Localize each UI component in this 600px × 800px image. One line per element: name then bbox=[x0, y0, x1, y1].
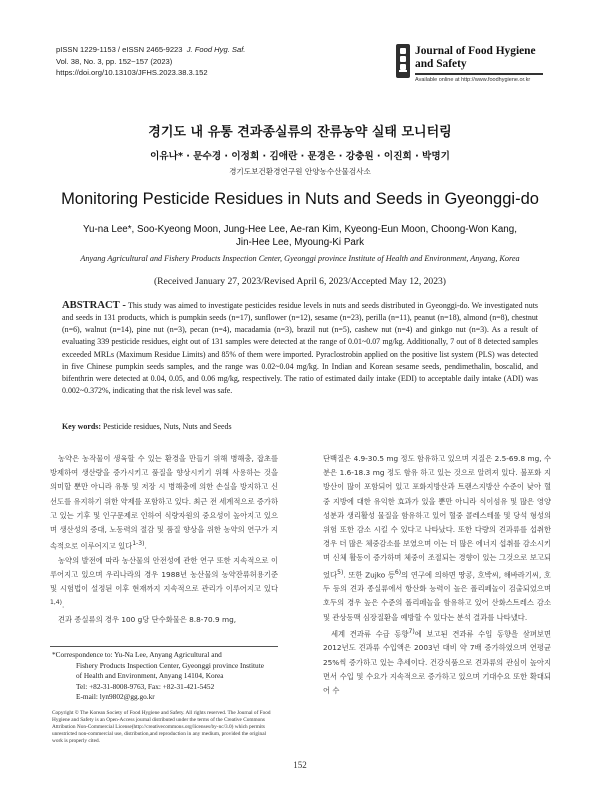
copyright-notice: Copyright © The Korean Society of Food Hygiene and Safety. All rights reserved. The Journal of Food Hygiene and Safety is an Open-Access journal distributed under the terms of the Creative Commons Attribution Non-Commercial License(http://creativecommons.org/licenses/by-nc/3.0) which permits unrestricted non-commercial use, distribution,and reproduction in any medium, provided the original work is properly cited. bbox=[52, 710, 271, 744]
citation: 5) bbox=[337, 568, 344, 576]
body-paragraph: 견과 종실류의 경우 100 g당 단수화물은 8.8-70.9 mg, bbox=[58, 615, 237, 625]
keywords-text: Pesticide residues, Nuts, Nuts and Seeds bbox=[101, 422, 232, 431]
issn: pISSN 1229-1153 / eISSN 2465-9223 bbox=[56, 45, 183, 54]
journal-logo-title: Journal of Food Hygiene and Safety bbox=[415, 45, 536, 70]
body-paragraph: 농약의 발전에 따라 농산물의 안전성에 관한 연구 또한 지속적으로 이루어지고 있으며 우리나라의 경우 1988년 농산물의 농약잔류허용기준 및 시험법이 설정된 이후 현재까지 지속적으로 관리가 이루어지고 있다$^{1,4)}$. bbox=[50, 555, 278, 610]
doi-link[interactable]: https://doi.org/10.13103/JFHS.2023.38.3.152 bbox=[56, 68, 208, 78]
journal-abbrev: J. Food Hyg. Saf. bbox=[186, 45, 246, 54]
authors-korean: 이유나* · 문수경 · 이정희 · 김애란 · 문경은 · 강충원 · 이진희 · 박명기 bbox=[150, 151, 450, 162]
citation: 7) bbox=[408, 627, 415, 635]
journal-logo bbox=[396, 44, 546, 88]
body-paragraph: 단백질은 4.9-30.5 mg 정도 함유하고 있으며 지질은 2.5-69.8 mg, 수분은 1.6-18.3 mg 정도 함유 하고 있는 것으로 알려져 있다. 불포화 지방산이 많이 포함되어 있고 포화지방산과 트랜스지방산 수준이 낮아 혈중 지방에 대한 유익한 효과가 있을 뿐만 아니라 식이섬유 및 많은 영양성분과 생리활성 물질을 함유하고 있어 혈중 콜레스테롤 및 당석 형성의 위험 또한 감소 시킬 수 있다고 나타났다. 또한 다량의 견과류를 섭취한 경우 더 많은 체중감소를 보였으며 이는 더 많은 에너지 섭취를 감소시키며 신체 활동이 증가하며 체중이 조절되는 경향이 있는 그것으로 보고되었다$^{5)}$. 또한 Zujko 등$^{6)}$의 연구에 의하면 땅콩, 호박씨, 해바라기씨, 호두 등의 견과 종실류에서 항산화 능력이 높은 폴리페놀이 검출되었으며 호두의 경우 높은 수준의 폴리페놀을 함유하고 있어 산화스트레스 감소 및 관상동맥 심장질환을 예방할 수 있다는 분석 결과를 나타냈다. bbox=[323, 454, 551, 622]
page-number: 152 bbox=[293, 760, 307, 770]
abstract-label: ABSTRACT - bbox=[62, 300, 126, 311]
journal-availability: Available online at http://www.foodhygiene.or.kr bbox=[415, 77, 531, 83]
affiliation-korean: 경기도보건환경연구원 안양농수산물검사소 bbox=[229, 167, 371, 176]
journal-logo-divider bbox=[415, 73, 543, 75]
citation: 6) bbox=[394, 568, 402, 576]
received-dates: (Received January 27, 2023/Revised April 6, 2023/Accepted May 12, 2023) bbox=[153, 276, 446, 287]
title-korean: 경기도 내 유통 견과종실류의 잔류농약 실태 모니터링 bbox=[148, 125, 452, 140]
abstract bbox=[62, 300, 538, 397]
abstract-text: This study was aimed to investigate pesticides residue levels in nuts and seeds distributed in Gyeonggi-do. We investigated nuts and seeds in 131 products, which is pumpkin seeds (n=17), sunflower (n=12), sesame (n=23), perilla (n=11), peanut (n=18), almond (n=8), chestnut (n=6), walnut (n=14), pine nut (n=3), pecan (n=4), macadamia (n=3), brazil nut (n=5), cashew nut (n=4) and ginkgo nut (n=3). As a result of evaluating 339 pesticide residues, eight out of 131 samples were detected at the range of 0.01~0.07 mg/kg. Additionally, 7 out of 8 detected samples exceeded MRLs (Maximum Residue Limits) and 85% of them were imported. Pyraclostrobin applied on the positive list system (PLS) was detected in five Chinese pumpkin seeds samples, and the range was 0.02~0.04 mg/kg. In Indian and Korean sesame seeds, pendimethalin, boscalid, and bifenthrin were detected at 0.04, 0.05, and 0.06 mg/kg, respectively. The ratio of estimated daily intake (EDI) to acceptable daily intake (ADI) was 0.002~0.372%, indicating that the risk level was safe. bbox=[62, 301, 538, 396]
affiliation-english: Anyang Agricultural and Fishery Products Inspection Center, Gyeonggi province Institute of Health and Environment, Anyang, Korea bbox=[80, 254, 520, 263]
authors-english: Yu-na Lee*, Soo-Kyeong Moon, Jung-Hee Lee, Ae-ran Kim, Kyeong-Eun Moon, Choong-Won Kang, Jin-Hee Lee, Myoung-Ki Park bbox=[83, 224, 517, 249]
citation: 1,4) bbox=[50, 599, 63, 607]
correspondence-email[interactable]: E-mail: lyn9802@gg.go.kr bbox=[76, 692, 155, 702]
footnote-divider bbox=[50, 646, 278, 647]
body-column-right bbox=[323, 452, 551, 698]
title-english: Monitoring Pesticide Residues in Nuts and Seeds in Gyeonggi-do bbox=[61, 190, 539, 208]
body-column-left bbox=[50, 452, 278, 627]
volume-line: Vol. 38, No. 3, pp. 152~157 (2023) bbox=[56, 56, 173, 66]
body-paragraph: 세계 견과류 수급 동향$^{7)}$에 보고된 견과류 수입 동향을 살펴보면 2012년도 견과류 수입액은 2003년 대비 약 7배 증가하였으며 연평균 25%씩 증가하고 있는 추세이다. 건강식품으로 견과류의 관심이 높아지면서 수입 및 수요가 지속적으로 증가하고 있으며 기대수요 또한 확대되어 수 bbox=[323, 627, 551, 696]
journal-meta bbox=[56, 44, 356, 79]
keywords bbox=[62, 422, 538, 431]
body-paragraph: 농약은 농작물이 생육할 수 있는 환경을 만들기 위해 병해충, 잡초를 방제하여 생산량을 증가시키고 품질을 향상시키기 위해 사용하는 것을 의미할 뿐만 아니라 유통 및 저장 시 병해충에 의한 손실을 방지하고 신선도를 유지하기 위한 약제를 포함하고 있다. 최근 전 세계적으로 증가하고 있는 기후 및 인구문제로 인하여 식량자원의 중요성이 높아지고 있으며 생산성의 증대, 노동력의 절감 및 품질 향상을 위한 농약의 연구가 지속적으로 이루어지고 있다$^{1-3)}$. bbox=[50, 454, 278, 551]
keywords-label: Key words: bbox=[62, 422, 102, 431]
journal-logo-icon bbox=[396, 44, 410, 78]
correspondence-footnote: *Correspondence to: Yu-Na Lee, Anyang Agricultural and Fishery Products Inspection Center, Gyeonggi province Institute of Health and Environment, Anyang 14104, Korea Tel: +82-31-8008-9763, Fax: +82-31-421-5452 E-mail: lyn9802@gg.go.kr bbox=[52, 650, 278, 703]
citation: 1-3) bbox=[132, 540, 145, 548]
issn-line bbox=[56, 44, 356, 56]
